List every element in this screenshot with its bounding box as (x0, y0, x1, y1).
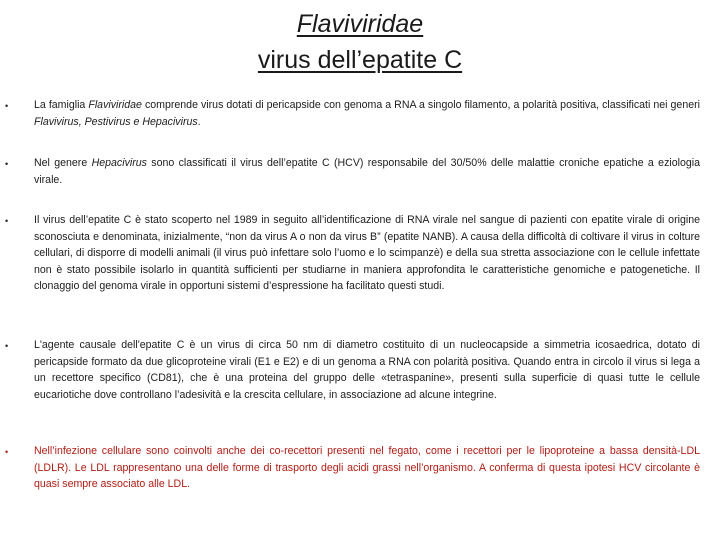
bullet-text (34, 97, 700, 130)
text-run: Nell’infezione cellulare sono coinvolti anche dei co-recettori presenti nel fegato, come i recettori per le lipoproteine a bassa densità-LDL (LDLR). Le LDL rappresentano una delle forme di trasporto degli acidi grassi nell’organismo. A conferma di questa ipotesi HCV circolante è quasi sempre associato alle LDL. (34, 445, 700, 490)
bullet-text (34, 337, 700, 403)
text-run: Il virus dell’epatite C è stato scoperto nel 1989 in seguito all’identificazione di RNA virale nel sangue di pazienti con epatite virale di origine sconosciuta e denominata, inizialmente, “non da virus A o non da virus B” (epatite NANB). A causa della difficoltà di coltivare il virus in colture cellulari, di disporre di modelli animali (il virus può infettare solo l’uomo e lo scimpanzè) e della sua stretta associazione con le cellule infettate non è stato possibile isolarlo in quantità sufficienti per studiarne in maniera approfondita le caratteristiche genomiche e patogenetiche. Il clonaggio del genoma virale in opportuni sistemi d’espressione ha facilitato questi studi. (34, 214, 700, 292)
italic-term: Flaviviridae (88, 99, 142, 111)
text-run: L'agente causale dell'epatite C è un virus di circa 50 nm di diametro costituito di un nucleocapside a simmetria icosaedrica, dotato di pericapside formato da due glicoproteine virali (E1 e E2) e di un genoma a RNA con polarità positiva. Quando entra in circolo il virus si lega a un recettore specifico (CD81), che è una proteina del gruppo delle «tetraspanine», presenti sulla superficie di quasi tutte le cellule eucariotiche dove controllano l’adesività e la crescita cellulare, in associazione ad alcune integrine. (34, 339, 700, 401)
title-family-name: Flaviviridae (296, 10, 424, 38)
bullet-dot: • (5, 216, 9, 226)
text-run: . (197, 115, 201, 128)
text-run: La famiglia (34, 99, 89, 111)
bullet-text (34, 443, 700, 493)
bullet-text (34, 212, 700, 295)
text-run: Nel genere (34, 157, 92, 169)
bullet-text (34, 155, 700, 188)
title-virus-name: virus dell’epatite C (257, 46, 463, 74)
bullet-dot: • (5, 341, 9, 351)
italic-term: Hepacivirus (91, 157, 147, 169)
bullet-dot: • (5, 447, 9, 457)
bullet-dot: • (5, 101, 9, 111)
text-run: comprende virus dotati di pericapside con genoma a RNA a singolo filamento, a polarità positiva, classificati nei generi (141, 99, 700, 111)
text-run: sono classificati il virus dell’epatite C (HCV) responsabile del 30/50% delle malattie croniche epatiche a eziologia virale. (34, 157, 700, 186)
italic-term: Flavivirus, Pestivirus e Hepacivirus (34, 115, 198, 128)
bullet-dot: • (5, 159, 9, 169)
